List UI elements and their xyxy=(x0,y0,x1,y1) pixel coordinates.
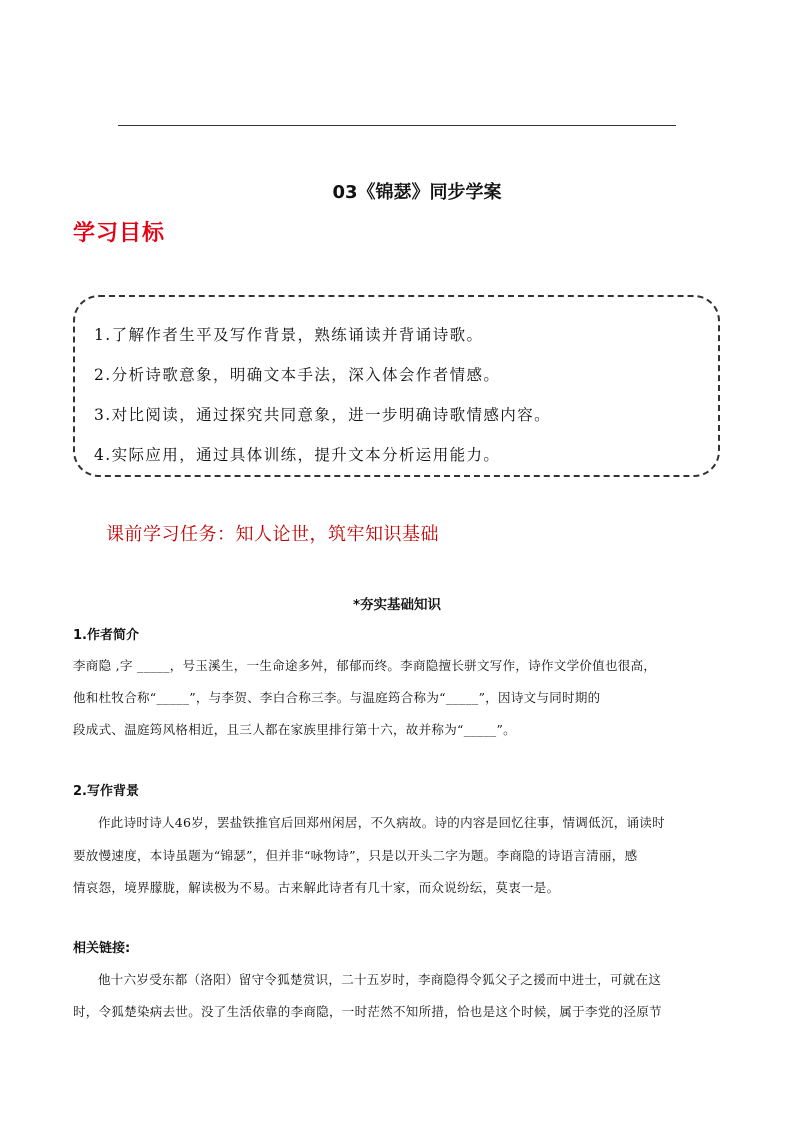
related-links-line: 他十六岁受东都（洛阳）留守令狐楚赏识，二十五岁时，李商隐得令狐父子之援而中进士，可就在这 xyxy=(98,972,662,987)
learning-goals-box xyxy=(73,295,720,477)
related-links-title: 相关链接: xyxy=(73,941,131,956)
header-rule xyxy=(118,125,676,126)
goal-item: 4.实际应用，通过具体训练，提升文本分析运用能力。 xyxy=(94,446,501,464)
goal-item: 1.了解作者生平及写作背景，熟练诵读并背诵诗歌。 xyxy=(94,326,484,344)
background-title: 2.写作背景 xyxy=(73,784,139,799)
related-links-line: 时，令狐楚染病去世。没了生活依靠的李商隐，一时茫然不知所措，恰也是这个时候，属于李党的泾原节 xyxy=(73,1004,662,1019)
background-line: 情哀怨，境界朦胧，解读极为不易。古来解此诗者有几十家，而众说纷纭，莫衷一是。 xyxy=(73,880,560,895)
author-intro-line: 他和杜牧合称“_____”，与李贺、李白合称三李。与温庭筠合称为“_____”，因诗文与同时期的 xyxy=(73,690,601,705)
author-intro-line: 李商隐 ,字 _____，号玉溪生，一生命途多舛，郁郁而终。李商隐擅长骈文写作，诗作文学价值也很高， xyxy=(73,658,657,673)
goal-item: 2.分析诗歌意象，明确文本手法，深入体会作者情感。 xyxy=(94,366,501,384)
author-intro-title: 1.作者简介 xyxy=(73,628,139,643)
basic-knowledge-heading: *夯实基础知识 xyxy=(352,597,442,613)
goal-item: 3.对比阅读，通过探究共同意象，进一步明确诗歌情感内容。 xyxy=(94,406,551,424)
author-intro-line: 段成式、温庭筠风格相近，且三人都在家族里排行第十六，故并称为“_____”。 xyxy=(73,722,516,737)
document-title: 03《锦瑟》同步学案 xyxy=(332,182,502,203)
learning-goals-heading: 学习目标 xyxy=(73,221,166,246)
background-line: 作此诗时诗人46岁，罢盐铁推官后回郑州闲居，不久病故。诗的内容是回忆往事，情调低沉，诵读时 xyxy=(98,815,665,830)
background-line: 要放慢速度，本诗虽题为“锦瑟”，但并非“咏物诗”，只是以开头二字为题。李商隐的诗语言清丽，感 xyxy=(73,848,638,863)
pre-class-task-heading: 课前学习任务：知人论世，筑牢知识基础 xyxy=(106,524,439,545)
